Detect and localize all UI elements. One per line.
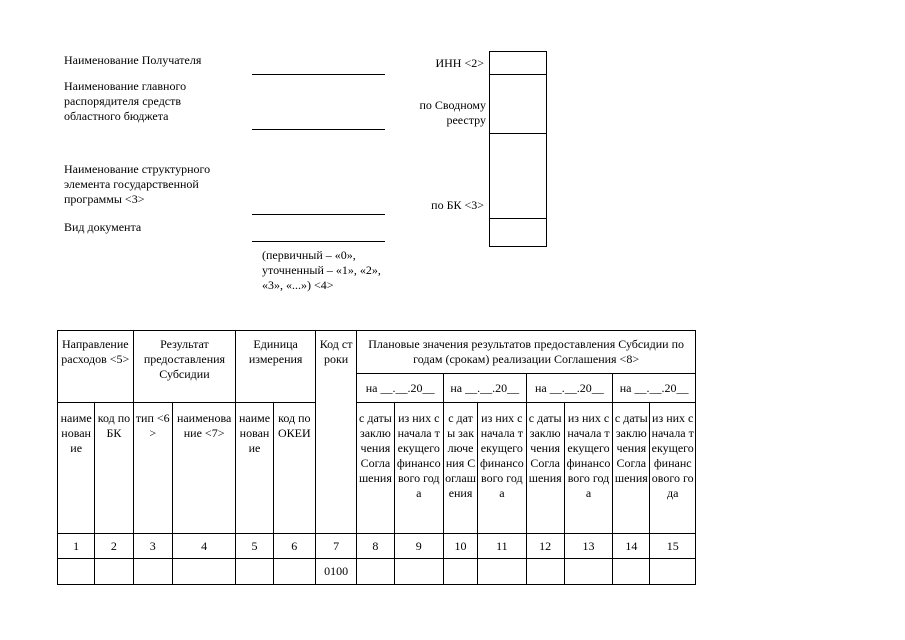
row-line-code: 0100	[315, 559, 356, 585]
col-number: 8	[357, 534, 394, 559]
doc-type-hint: (первичный – «0», уточненный – «1», «2», «3», «...») <4>	[262, 248, 381, 292]
manager-label: Наименование главного распорядителя средств областного бюджета	[64, 79, 187, 123]
col-number: 1	[58, 534, 95, 559]
recipient-line[interactable]	[252, 74, 385, 75]
col-number: 14	[613, 534, 650, 559]
header-plan: Плановые значения результатов предоставления Субсидии по годам (срокам) реализации Соглашения <8>	[357, 331, 696, 374]
data-cell[interactable]	[273, 559, 315, 585]
doc-type-line[interactable]	[252, 241, 385, 242]
subheader-result-type: тип <6>	[133, 403, 172, 534]
codes-divider-inn	[490, 74, 546, 75]
header-direction: Направление расходов <5>	[58, 331, 134, 403]
col-number: 12	[526, 534, 564, 559]
header-line-code: Код строки	[315, 331, 356, 534]
col-number: 13	[564, 534, 612, 559]
col-number: 7	[315, 534, 356, 559]
period-2: на __.__.20__	[443, 374, 526, 403]
data-cell[interactable]	[526, 559, 564, 585]
data-cell[interactable]	[478, 559, 526, 585]
data-cell[interactable]	[564, 559, 612, 585]
col-number: 3	[133, 534, 172, 559]
header-unit: Единица измерения	[236, 331, 316, 403]
col-number: 10	[443, 534, 477, 559]
subheader-unit-name: наименование	[236, 403, 273, 534]
period-1: на __.__.20__	[357, 374, 444, 403]
subheader-from-fin-year-1: из них с начала текущего финансового года	[394, 403, 443, 534]
doc-type-label: Вид документа	[64, 220, 142, 234]
structural-element-line[interactable]	[252, 214, 385, 215]
results-table	[57, 330, 696, 585]
data-cell[interactable]	[95, 559, 133, 585]
subheader-okei-code: код по ОКЕИ	[273, 403, 315, 534]
data-cell[interactable]	[613, 559, 650, 585]
data-cell[interactable]	[236, 559, 273, 585]
subheader-from-fin-year-3: из них с начала текущего финансового года	[564, 403, 612, 534]
data-cell[interactable]	[357, 559, 394, 585]
structural-element-label: Наименование структурного элемента государственной программы <3>	[64, 162, 211, 206]
data-cell[interactable]	[133, 559, 172, 585]
subheader-from-signing-4: с даты заключения Соглашения	[613, 403, 650, 534]
period-4: на __.__.20__	[613, 374, 696, 403]
period-3: на __.__.20__	[526, 374, 613, 403]
col-number: 9	[394, 534, 443, 559]
subheader-from-fin-year-2: из них с начала текущего финансового года	[478, 403, 526, 534]
subheader-bk-code: код по БК	[95, 403, 133, 534]
codes-box	[489, 51, 547, 247]
col-number: 15	[650, 534, 696, 559]
inn-label: ИНН <2>	[435, 56, 484, 70]
data-cell[interactable]	[172, 559, 235, 585]
recipient-label: Наименование Получателя	[64, 53, 202, 67]
subheader-from-signing-2: с даты заключения Соглашения	[443, 403, 477, 534]
data-cell[interactable]	[443, 559, 477, 585]
col-number: 4	[172, 534, 235, 559]
codes-divider-bk	[490, 218, 546, 219]
header-result: Результат предоставления Субсидии	[133, 331, 236, 403]
data-cell[interactable]	[394, 559, 443, 585]
registry-label: по Сводному реестру	[419, 98, 486, 127]
subheader-from-signing-3: с даты заключения Соглашения	[526, 403, 564, 534]
codes-divider-registry	[490, 133, 546, 134]
col-number: 11	[478, 534, 526, 559]
subheader-from-fin-year-4: из них с начала текущего финансового года	[650, 403, 696, 534]
bk-label: по БК <3>	[431, 198, 484, 212]
col-number: 6	[273, 534, 315, 559]
data-cell[interactable]	[650, 559, 696, 585]
manager-line[interactable]	[252, 129, 385, 130]
subheader-direction-name: наименование	[58, 403, 95, 534]
subheader-result-name: наименование <7>	[172, 403, 235, 534]
col-number: 5	[236, 534, 273, 559]
data-cell[interactable]	[58, 559, 95, 585]
col-number: 2	[95, 534, 133, 559]
subheader-from-signing-1: с даты заключения Соглашения	[357, 403, 394, 534]
